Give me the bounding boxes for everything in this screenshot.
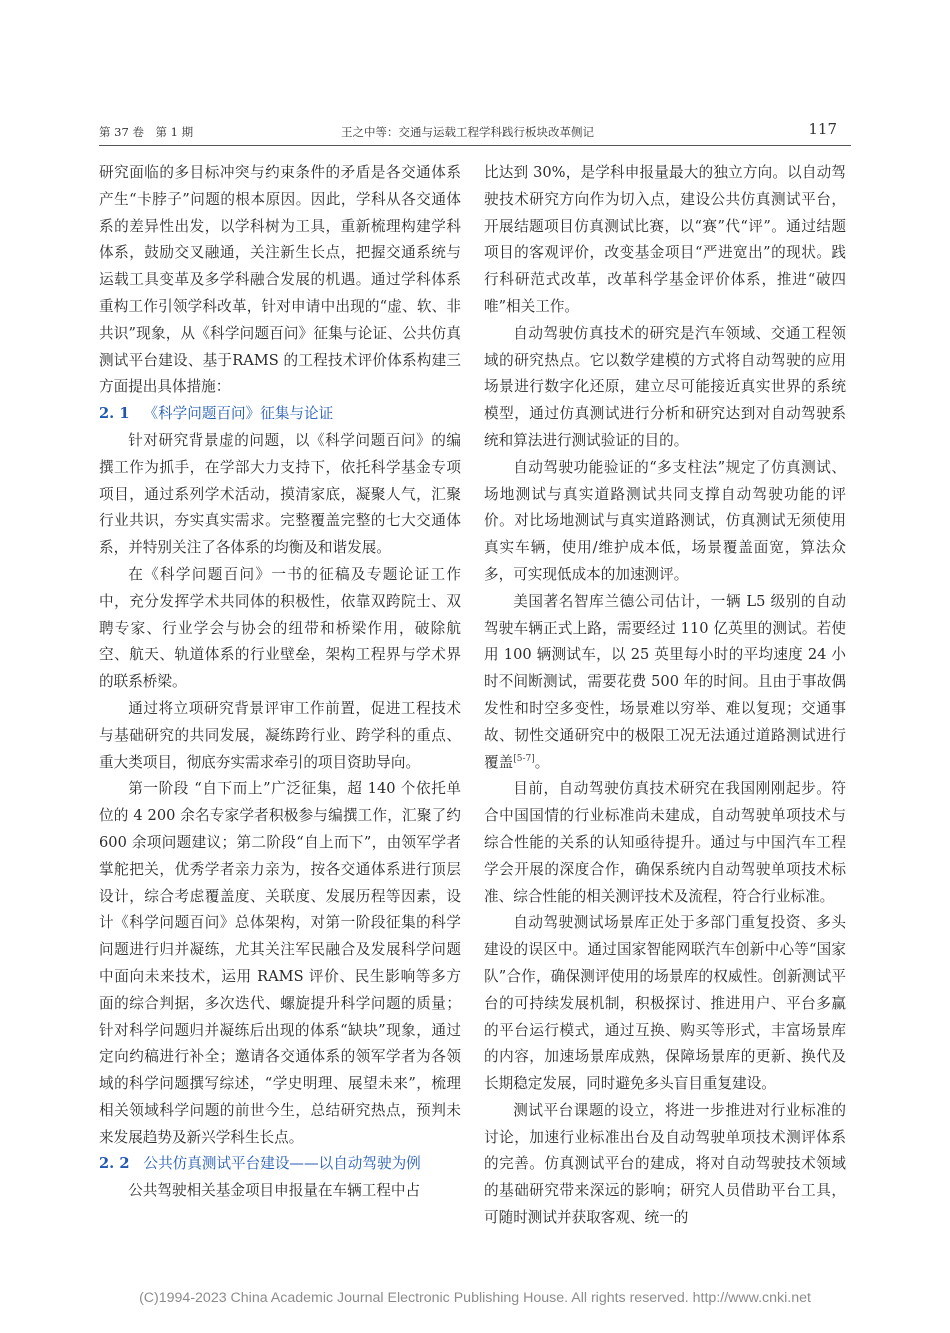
paragraph: 比达到 30%，是学科申报量最大的独立方向。以自动驾驶技术研究方向作为切入点，建设公共仿真测试平台，开展结题项目仿真测试比赛，以“赛”代“评”。通过结题项目的客观评价，改变基金项目“严进宽出”的现状。践行科研范式改革，改革科学基金评价体系，推进“破四唯”相关工作。 bbox=[484, 164, 846, 315]
paragraph-end: 。 bbox=[534, 753, 550, 771]
paragraph-text: 美国著名智库兰德公司估计，一辆 L5 级别的自动驾驶车辆正式上路，需要经过 110 亿英里的测试。若使用 100 辆测试车，以 25 英里每小时的平均速度 24 小时不间断测试，需要花费 500 年的时间。且由于事故偶发性和时空多变性，场景难以穷举、难以复现；交通事故、韧性交通研究中的极限工况无法通过道路测试进行覆盖 bbox=[484, 592, 846, 771]
left-column bbox=[99, 160, 461, 1205]
copyright-footer: (C)1994-2023 China Academic Journal Electronic Publishing House. All rights reserved. http://www.cnki.net bbox=[139, 1290, 811, 1306]
paragraph: 自动驾驶功能验证的“多支柱法”规定了仿真测试、场地测试与真实道路测试共同支撑自动驾驶功能的评价。对比场地测试与真实道路测试，仿真测试无须使用真实车辆，使用/维护成本低，场景覆盖面宽，算法众多，可实现低成本的加速测评。 bbox=[484, 458, 846, 583]
paragraph bbox=[484, 589, 846, 777]
citation: [5-7] bbox=[513, 753, 535, 764]
paragraph: 针对研究背景虚的问题，以《科学问题百问》的编撰工作为抓手，在学部大力支持下，依托科学基金专项项目，通过系列学术活动，摸清家底，凝聚人气，汇聚行业共识，夯实真实需求。完整覆盖完整的七大交通体系，并特别关注了各体系的均衡及和谐发展。 bbox=[99, 431, 461, 557]
section-number: 2. 2 bbox=[99, 1155, 130, 1173]
section-title: 《科学问题百问》征集与论证 bbox=[143, 405, 334, 423]
running-title: 王之中等：交通与运载工程学科践行板块改革侧记 bbox=[341, 125, 594, 139]
section-heading-2-1 bbox=[99, 401, 461, 428]
paragraph: 自动驾驶仿真技术的研究是汽车领域、交通工程领域的研究热点。它以数学建模的方式将自动驾驶的应用场景进行数字化还原，建立尽可能接近真实世界的系统模型，通过仿真测试进行分析和研究达到对自动驾驶系统和算法进行测试验证的目的。 bbox=[484, 324, 846, 449]
paragraph: 目前，自动驾驶仿真技术研究在我国刚刚起步。符合中国国情的行业标准尚未建成，自动驾驶单项技术与综合性能的关系的认知亟待提升。通过与中国汽车工程学会开展的深度合作，确保系统内自动驾驶单项技术标准、综合性能的相关测评技术及流程，符合行业标准。 bbox=[484, 780, 846, 905]
paragraph: 公共驾驶相关基金项目申报量在车辆工程中占 bbox=[128, 1182, 421, 1200]
running-header bbox=[99, 118, 851, 142]
paragraph: 通过将立项研究背景评审工作前置，促进工程技术与基础研究的共同发展，凝练跨行业、跨学科的重点、重大类项目，彻底夯实需求牵引的项目资助导向。 bbox=[99, 699, 461, 771]
paragraph: 测试平台课题的设立，将进一步推进对行业标准的讨论，加速行业标准出台及自动驾驶单项技术测评体系的完善。仿真测试平台的建成，将对自动驾驶技术领域的基础研究带来深远的影响；研究人员借助平台工具，可随时测试并获取客观、统一的 bbox=[484, 1101, 846, 1227]
paragraph: 在《科学问题百问》一书的征稿及专题论证工作中，充分发挥学术共同体的积极性，依靠双跨院士、双聘专家、行业学会与协会的纽带和桥梁作用，破除航空、航天、轨道体系的行业壁垒，架构工程界与学术界的联系桥梁。 bbox=[99, 565, 461, 691]
right-column bbox=[484, 160, 846, 1232]
paragraph: 自动驾驶测试场景库正处于多部门重复投资、多头建设的误区中。通过国家智能网联汽车创新中心等“国家队”合作，确保测评使用的场景库的权威性。创新测试平台的可持续发展机制，积极探讨、推进用户、平台多赢的平台运行模式，通过互换、购买等形式，丰富场景库的内容，加速场景库成熟，保障场景库的更新、换代及长期稳定发展，同时避免多头盲目重复建设。 bbox=[484, 914, 846, 1093]
paragraph: 研究面临的多目标冲突与约束条件的矛盾是各交通体系产生“卡脖子”问题的根本原因。因此，学科从各交通体系的差异性出发，以学科树为工具，重新梳理构建学科体系，鼓励交叉融通，关注新生长点，把握交通系统与运载工具变革及多学科融合发展的机遇。通过学科体系重构工作引领学科改革，针对申请中出现的“虚、软、非共识”现象，从《科学问题百问》征集与论证、公共仿真测试平台建设、基于RAMS 的工程技术评价体系构建三方面提出具体措施： bbox=[99, 164, 461, 396]
section-heading-2-2 bbox=[99, 1151, 461, 1178]
section-number: 2. 1 bbox=[99, 405, 130, 423]
volume-issue: 第 37 卷 第 1 期 bbox=[99, 125, 194, 139]
section-title: 公共仿真测试平台建设——以自动驾驶为例 bbox=[143, 1155, 421, 1173]
page-number: 117 bbox=[808, 120, 837, 138]
paragraph: 第一阶段 “自下而上”广泛征集，超 140 个依托单位的 4 200 余名专家学者积极参与编撰工作，汇聚了约 600 余项问题建议；第二阶段“自上而下”，由领军学者掌舵把关，优秀学者亲力亲为，按各交通体系进行顶层设计，综合考虑覆盖度、关联度、发展历程等因素，设计《科学问题百问》总体架构，对第一阶段征集的科学问题进行归并凝练，尤其关注军民融合及发展科学问题中面向未来技术，运用 RAMS 评价、民生影响等多方面的综合判据，多次迭代、螺旋提升科学问题的质量；针对科学问题归并凝练后出现的体系“缺块”现象，通过定向约稿进行补全；邀请各交通体系的领军学者为各领域的科学问题撰写综述，“学史明理、展望未来”，梳理相关领域科学问题的前世今生，总结研究热点，预判未来发展趋势及新兴学科生长点。 bbox=[99, 780, 461, 1146]
header-rule bbox=[99, 145, 851, 146]
